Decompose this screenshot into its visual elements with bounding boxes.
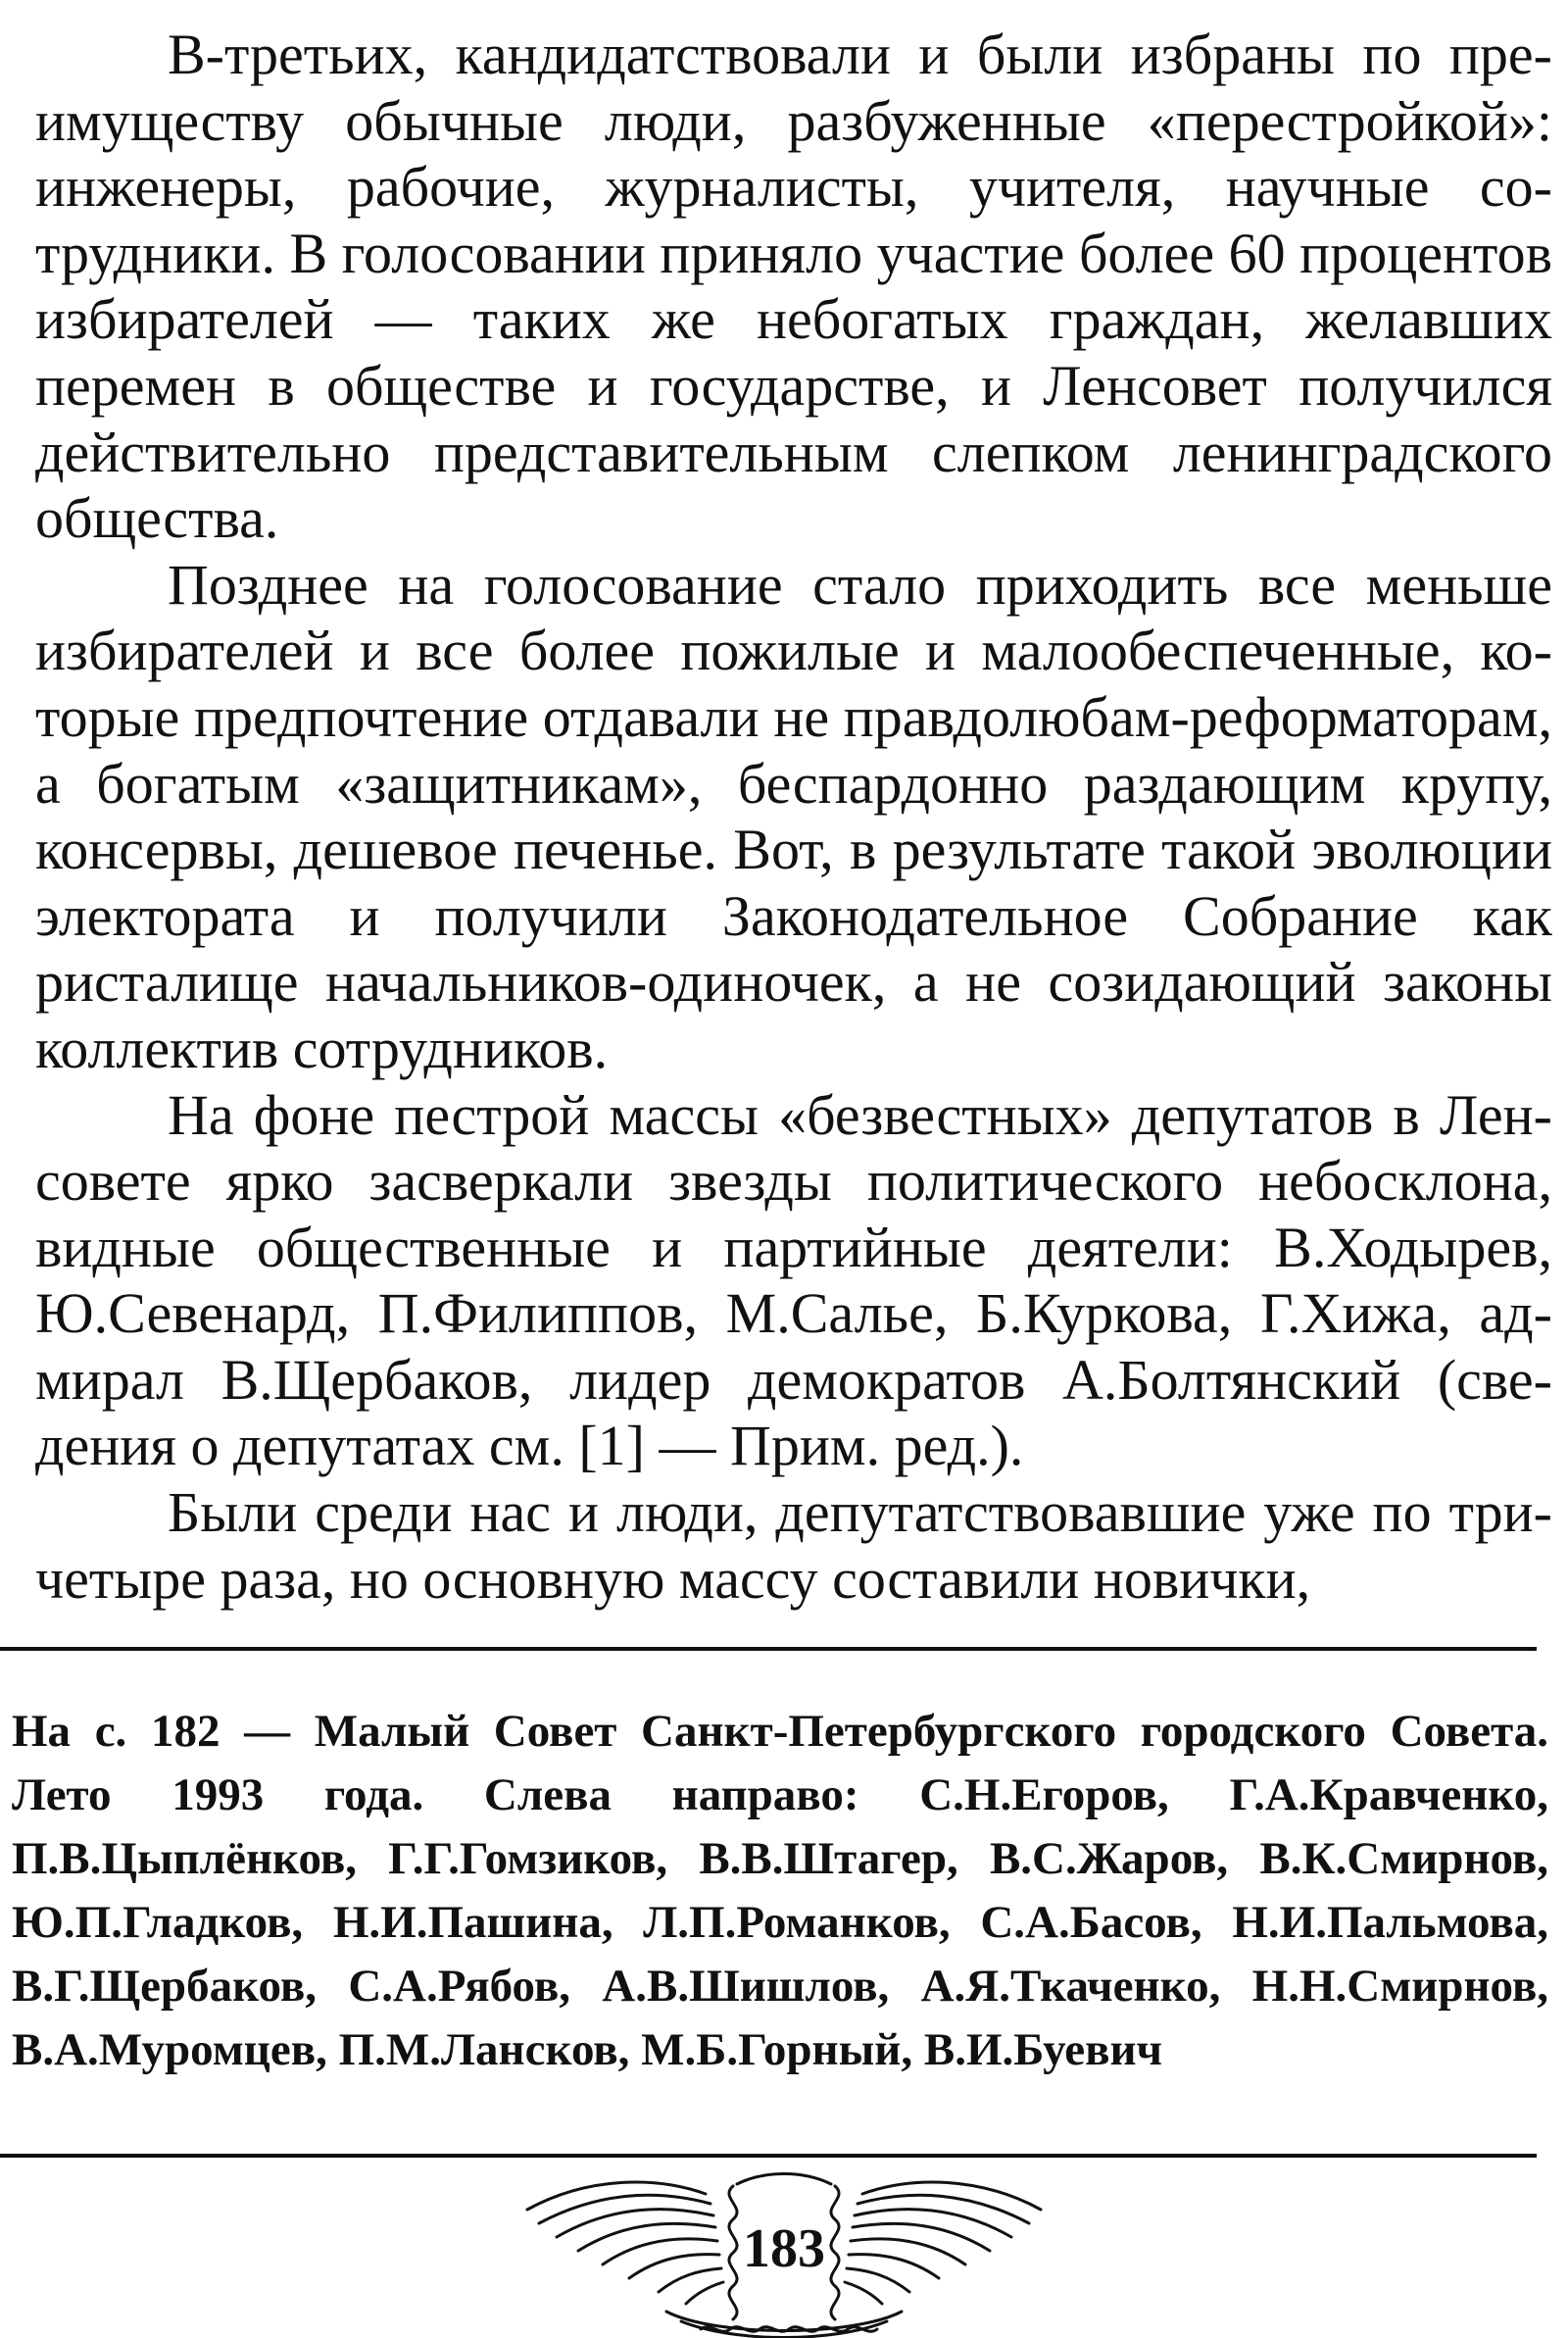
page-number: 183 [743, 2218, 825, 2279]
paragraph: Позднее на голосование стало приходить все меньше избирателей и все более пожилые и малообеспеченные, которые предпочтение отдавали не правдолюбам-реформаторам, а богатым «защитникам», беспардонно раздающим крупу, консервы, дешевое печенье. Вот, в результате такой эволюции электората и получили Законодательное Собрание как ристалище начальников-одиночек, а не созидающий законы коллектив сотрудников. [35, 552, 1552, 1080]
caption-top-rule [0, 1647, 1537, 1651]
paragraph: В-третьих, кандидатствовали и были избраны по преимуществу обычные люди, разбуженные «перестройкой»: инженеры, рабочие, журналисты, учителя, научные сотрудники. В голосовании приняло участие более 60 процентов избирателей — таких же небогатых граждан, желавших перемен в обществе и государстве, и Ленсовет получился действительно представительным слепком ленинградского общества. [35, 23, 1552, 551]
paragraph: Были среди нас и люди, депутатствовавшие уже по три-четыре раза, но основную массу составили новички, [35, 1480, 1552, 1611]
main-text [35, 22, 1552, 1612]
paragraph: На фоне пестрой массы «безвестных» депутатов в Ленсовете ярко засверкали звезды политического небосклона, видные общественные и партийные деятели: В.Ходырев, Ю.Севенард, П.Филиппов, М.Салье, Б.Куркова, Г.Хижа, адмирал В.Щербаков, лидер демократов А.Болтянский (сведения о депутатах см. [1] — Прим. ред.). [35, 1082, 1552, 1478]
caption-bottom-rule [0, 2154, 1537, 2158]
photo-caption: На с. 182 — Малый Совет Санкт-Петербургского городского Совета. Лето 1993 года. Слева направо: С.Н.Егоров, Г.А.Кравченко, П.В.Цыплёнков, Г.Г.Гомзиков, В.В.Штагер, В.С.Жаров, В.К.Смирнов, Ю.П.Гладков, Н.И.Пашина, Л.П.Романков, С.А.Басов, Н.И.Пальмова, В.Г.Щербаков, С.А.Рябов, А.В.Шишлов, А.Я.Ткаченко, Н.Н.Смирнов, В.А.Муромцев, П.М.Лансков, М.Б.Горный, В.И.Буевич [12, 1706, 1548, 2075]
